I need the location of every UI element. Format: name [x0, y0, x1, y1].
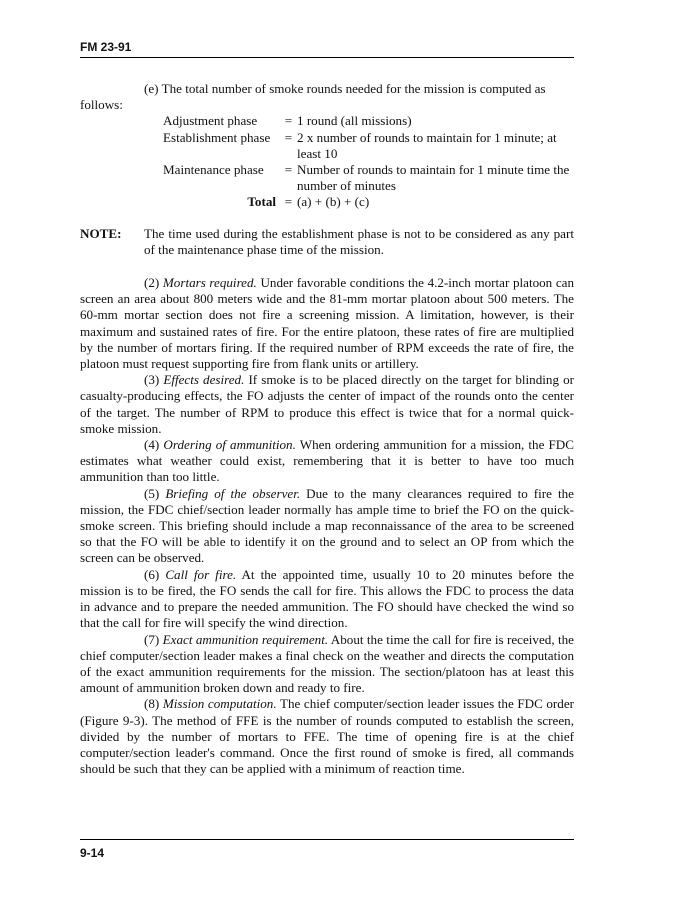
phase-value: 1 round (all missions)	[297, 113, 412, 129]
note-label: NOTE:	[80, 225, 122, 241]
paragraph-2	[80, 275, 574, 372]
paragraph-title: Effects desired.	[163, 372, 245, 388]
phase-label: Establishment phase	[163, 129, 271, 145]
total-label: Total	[247, 194, 276, 210]
paragraph-8	[80, 696, 574, 777]
paragraph-title: Call for fire.	[165, 566, 237, 582]
phase-equals: =	[284, 113, 293, 129]
note-block	[80, 226, 574, 258]
total-value: (a) + (b) + (c)	[297, 194, 370, 210]
paragraph-number: (4)	[144, 437, 160, 453]
phase-value: 2 x number of rounds to maintain for 1 minute; at least 10	[297, 129, 557, 161]
intro-line: (e) The total number of smoke rounds needed for the mission is computed as	[144, 81, 546, 96]
paragraph-number: (5)	[144, 485, 160, 501]
section-spacer	[80, 258, 574, 275]
paragraph-title: Briefing of the observer.	[165, 485, 301, 501]
intro-continuation: follows:	[80, 97, 123, 113]
paragraph-6	[80, 567, 574, 632]
paragraph-body: At the appointed time, usually 10 to 20 minutes before the mission is to be fired, the FO sends the call for fire. This allows the FDC to process the data in advance and to prepare the needed ammunition. The FO should have checked the wind so that the call for fire will specify the wind direction.	[80, 566, 574, 631]
paragraph-number: (2)	[144, 275, 160, 291]
paragraph-body: If smoke is to be placed directly on the target for blinding or casualty-producing effects, the FO adjusts the center of impact of the rounds onto the center of the target. The number of RPM to produce this effect is twice that for a normal quick-smoke mission.	[80, 372, 574, 436]
phase-row	[163, 113, 574, 129]
phases-table	[163, 113, 574, 210]
total-row	[163, 194, 574, 210]
page-body	[80, 81, 574, 777]
paragraph-body: Under favorable conditions the 4.2-inch mortar platoon can screen an area about 800 meters wide and the 81-mm mortar platoon about 500 meters. The 60-mm mortar section does not fire a screening mission. A limitation, however, is their maximum and sustained rates of fire. For the entire platoon, these rates of fire are multiplied by the number of mortars firing. If the required number of RPM exceeds the rate of fire, the platoon must request supporting fire from flank units or artillery.	[80, 275, 574, 372]
paragraph-body: When ordering ammunition for a mission, the FDC estimates what weather could exist, remembering that it is better to have too much ammunition than too little.	[80, 437, 574, 485]
paragraph-body: The chief computer/section leader issues the FDC order (Figure 9-3). The method of FFE is the number of rounds computed to establish the screen, divided by the number of mortars to FFE. The time of opening fire is at the chief computer/section leader's command. Once the first round of smoke is fired, all commands should be such that they can be applied with a minimum of reaction time.	[80, 696, 574, 777]
paragraph-body: About the time the call for fire is received, the chief computer/section leader makes a final check on the weather and directs the computation of the exact ammunition requirements for the mission. The section/platoon has at least this amount of ammunition broken down and ready to fire.	[80, 631, 574, 696]
paragraph-title: Exact ammunition requirement.	[162, 631, 329, 647]
paragraph-number: (6)	[144, 566, 160, 582]
note-text: The time used during the establishment phase is not to be considered as any part of the maintenance phase time of the mission.	[144, 225, 574, 257]
paragraph-5	[80, 486, 574, 567]
phase-label: Maintenance phase	[163, 162, 264, 178]
phase-equals: =	[284, 129, 293, 145]
paragraph-title: Mortars required.	[162, 275, 257, 291]
page-header: FM 23-91	[80, 40, 132, 54]
paragraph-title: Ordering of ammunition.	[163, 437, 296, 453]
paragraph-4	[80, 437, 574, 486]
paragraph-number: (3)	[144, 372, 160, 388]
paragraph-3	[80, 372, 574, 437]
total-equals: =	[284, 194, 293, 210]
phase-equals: =	[284, 162, 293, 178]
paragraph-7	[80, 632, 574, 697]
phase-row	[163, 162, 574, 194]
paragraph-number: (7)	[144, 631, 160, 647]
phase-value: Number of rounds to maintain for 1 minute time the number of minutes	[297, 162, 570, 194]
paragraph-title: Mission computation.	[162, 696, 277, 712]
paragraph-number: (8)	[144, 696, 160, 712]
phase-row	[163, 130, 574, 162]
paragraph-body: Due to the many clearances required to fire the mission, the FDC chief/section leader normally has ample time to brief the FO on the quick-smoke screen. This briefing should include a map reconnaissance of the area to be screened so that the FO will be able to identify it on the ground and to select an OP from which the screen can be observed.	[80, 485, 574, 566]
phase-label: Adjustment phase	[163, 113, 258, 129]
page-number: 9-14	[80, 846, 105, 860]
footer-rule	[80, 839, 574, 840]
header-rule	[80, 57, 574, 58]
